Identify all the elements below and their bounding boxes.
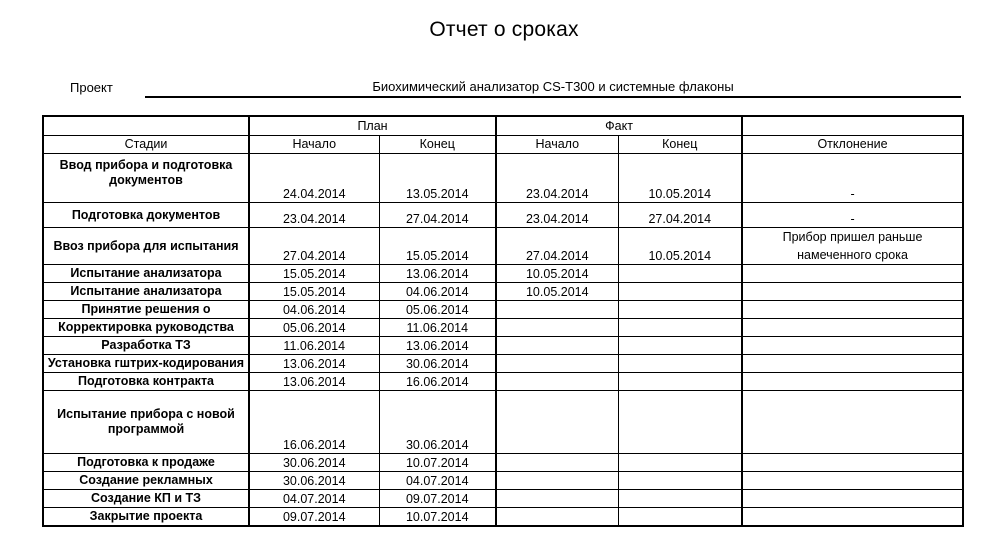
fact-start-cell	[496, 373, 618, 391]
plan-end-cell: 05.06.2014	[379, 301, 496, 319]
plan-start-cell: 30.06.2014	[249, 472, 379, 490]
plan-start-cell: 04.06.2014	[249, 301, 379, 319]
fact-end-cell	[618, 355, 742, 373]
stage-cell: Подготовка контракта	[43, 373, 249, 391]
table-row	[43, 355, 963, 373]
plan-start-cell: 13.06.2014	[249, 355, 379, 373]
stage-cell: Создание рекламных	[43, 472, 249, 490]
table-row	[43, 154, 963, 203]
stage-cell: Принятие решения о	[43, 301, 249, 319]
deviation-cell: Прибор пришел раньше намеченного срока	[742, 228, 963, 265]
plan-end-cell: 04.07.2014	[379, 472, 496, 490]
plan-header: План	[249, 116, 496, 136]
fact-start-cell	[496, 490, 618, 508]
deviation-cell: -	[742, 203, 963, 228]
fact-end-cell: 10.05.2014	[618, 154, 742, 203]
stage-cell: Подготовка документов	[43, 203, 249, 228]
plan-end-cell: 09.07.2014	[379, 490, 496, 508]
table-row	[43, 391, 963, 454]
fact-start-cell	[496, 508, 618, 527]
table-row	[43, 301, 963, 319]
fact-end-cell: 27.04.2014	[618, 203, 742, 228]
fact-end-cell	[618, 391, 742, 454]
deviation-cell	[742, 283, 963, 301]
table-row	[43, 472, 963, 490]
fact-end-cell	[618, 265, 742, 283]
table-row	[43, 265, 963, 283]
plan-end-cell: 27.04.2014	[379, 203, 496, 228]
fact-start-cell	[496, 319, 618, 337]
plan-start-cell: 05.06.2014	[249, 319, 379, 337]
fact-end-cell	[618, 472, 742, 490]
deviation-header: Отклонение	[742, 136, 963, 154]
fact-start-cell	[496, 391, 618, 454]
stages-header: Стадии	[43, 136, 249, 154]
fact-start-cell	[496, 301, 618, 319]
table-row	[43, 373, 963, 391]
deviation-cell	[742, 508, 963, 527]
stage-cell: Ввоз прибора для испытания	[43, 228, 249, 265]
deviation-cell	[742, 454, 963, 472]
deviation-cell	[742, 355, 963, 373]
stage-cell: Ввод прибора и подготовка документов	[43, 154, 249, 203]
plan-start-cell: 09.07.2014	[249, 508, 379, 527]
fact-start-cell: 27.04.2014	[496, 228, 618, 265]
plan-end-cell: 30.06.2014	[379, 355, 496, 373]
fact-start-cell	[496, 454, 618, 472]
fact-end-cell	[618, 337, 742, 355]
plan-start-cell: 15.05.2014	[249, 265, 379, 283]
stage-cell: Подготовка к продаже	[43, 454, 249, 472]
plan-start-cell: 16.06.2014	[249, 391, 379, 454]
deviation-cell	[742, 373, 963, 391]
table-row	[43, 203, 963, 228]
plan-end-cell: 13.06.2014	[379, 265, 496, 283]
plan-end-cell: 10.07.2014	[379, 454, 496, 472]
fact-end-cell	[618, 319, 742, 337]
header-row-columns	[43, 136, 963, 154]
project-label: Проект	[70, 80, 113, 95]
fact-end-cell	[618, 490, 742, 508]
fact-end-cell	[618, 301, 742, 319]
fact-start-cell: 10.05.2014	[496, 265, 618, 283]
stage-cell: Корректировка руководства	[43, 319, 249, 337]
plan-end-cell: 04.06.2014	[379, 283, 496, 301]
deviation-cell	[742, 265, 963, 283]
deviation-cell	[742, 472, 963, 490]
plan-end-cell: 11.06.2014	[379, 319, 496, 337]
plan-end-cell: 30.06.2014	[379, 391, 496, 454]
plan-start-cell: 15.05.2014	[249, 283, 379, 301]
table-row	[43, 228, 963, 265]
table-row	[43, 319, 963, 337]
table-row	[43, 508, 963, 527]
deviation-cell: -	[742, 154, 963, 203]
plan-start-cell: 27.04.2014	[249, 228, 379, 265]
deviation-cell	[742, 391, 963, 454]
deviation-header-top	[742, 116, 963, 136]
deviation-cell	[742, 301, 963, 319]
stages-header-top	[43, 116, 249, 136]
stage-cell: Закрытие проекта	[43, 508, 249, 527]
plan-end-cell: 13.05.2014	[379, 154, 496, 203]
deviation-cell	[742, 319, 963, 337]
stage-cell: Испытание прибора с новой программой	[43, 391, 249, 454]
page-title: Отчет о сроках	[429, 18, 579, 41]
table-row	[43, 454, 963, 472]
plan-end-cell: 15.05.2014	[379, 228, 496, 265]
fact-end-cell: 10.05.2014	[618, 228, 742, 265]
fact-end-cell	[618, 508, 742, 527]
plan-start-cell: 23.04.2014	[249, 203, 379, 228]
plan-end-header: Конец	[379, 136, 496, 154]
fact-end-cell	[618, 373, 742, 391]
fact-start-cell	[496, 355, 618, 373]
fact-end-cell	[618, 454, 742, 472]
stage-cell: Создание КП и ТЗ	[43, 490, 249, 508]
plan-start-header: Начало	[249, 136, 379, 154]
deviation-cell	[742, 337, 963, 355]
table-row	[43, 490, 963, 508]
project-name: Биохимический анализатор CS-T300 и системные флаконы	[145, 78, 961, 98]
plan-start-cell: 30.06.2014	[249, 454, 379, 472]
plan-start-cell: 13.06.2014	[249, 373, 379, 391]
fact-start-cell	[496, 472, 618, 490]
fact-start-cell: 23.04.2014	[496, 203, 618, 228]
fact-start-cell: 23.04.2014	[496, 154, 618, 203]
plan-start-cell: 24.04.2014	[249, 154, 379, 203]
plan-start-cell: 04.07.2014	[249, 490, 379, 508]
plan-start-cell: 11.06.2014	[249, 337, 379, 355]
deviation-cell	[742, 490, 963, 508]
fact-header: Факт	[496, 116, 742, 136]
plan-end-cell: 13.06.2014	[379, 337, 496, 355]
fact-end-header: Конец	[618, 136, 742, 154]
stage-cell: Установка гштрих-кодирования	[43, 355, 249, 373]
deadlines-table	[42, 115, 964, 527]
fact-end-cell	[618, 283, 742, 301]
table-row	[43, 337, 963, 355]
stage-cell: Испытание анализатора	[43, 265, 249, 283]
fact-start-header: Начало	[496, 136, 618, 154]
fact-start-cell	[496, 337, 618, 355]
table-row	[43, 283, 963, 301]
stage-cell: Разработка ТЗ	[43, 337, 249, 355]
stage-cell: Испытание анализатора	[43, 283, 249, 301]
fact-start-cell: 10.05.2014	[496, 283, 618, 301]
header-row-groups	[43, 116, 963, 136]
plan-end-cell: 16.06.2014	[379, 373, 496, 391]
plan-end-cell: 10.07.2014	[379, 508, 496, 527]
